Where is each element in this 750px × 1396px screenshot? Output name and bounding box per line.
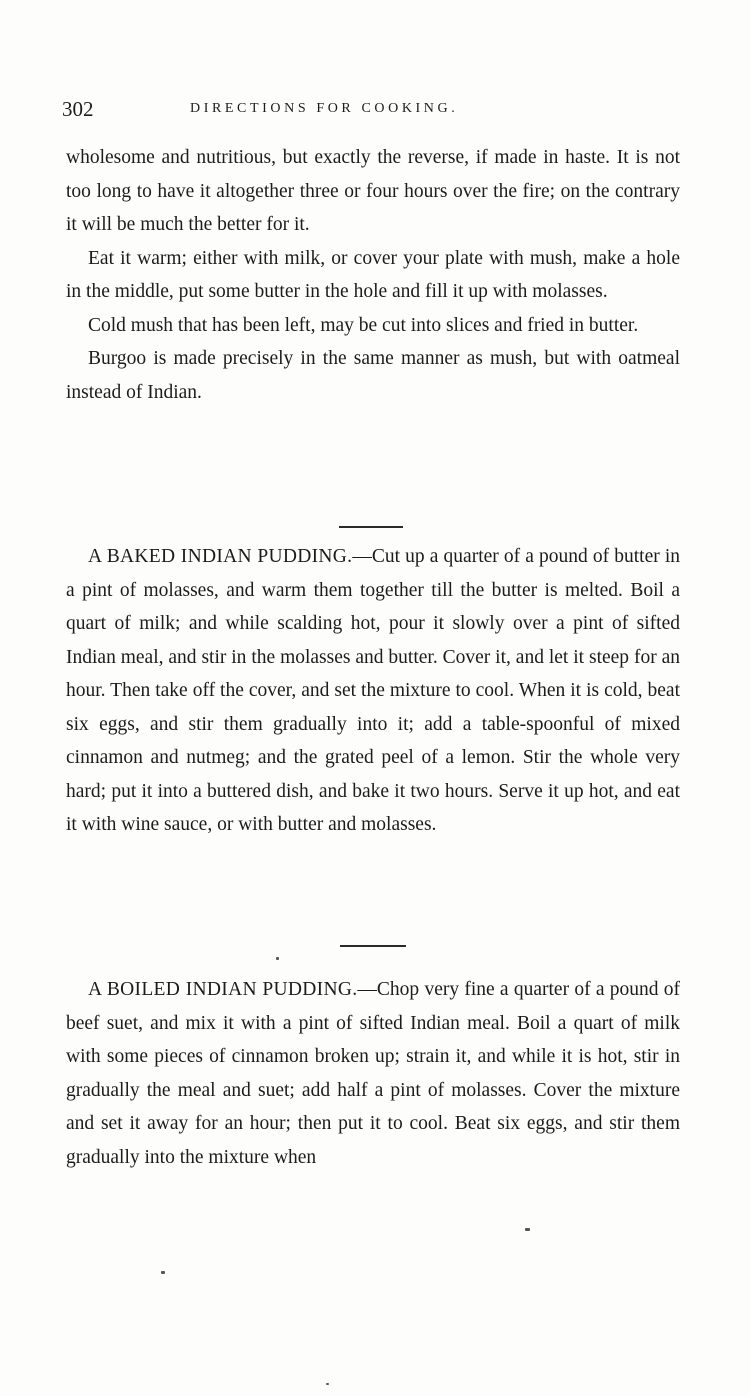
baked-pudding-title: A BAKED INDIAN PUDDING. (88, 546, 353, 567)
section-divider-rule (339, 526, 403, 528)
paper-speck (326, 1383, 329, 1385)
boiled-pudding-recipe (66, 973, 680, 1174)
paper-speck (525, 1228, 530, 1231)
section-divider-rule (340, 945, 406, 947)
baked-pudding-body: —Cut up a quarter of a pound of butter in a pint of molasses, and warm them together till the butter is melted. Boil a quart of milk; and while scalding hot, pour it slowly over a pint of sifted Indian meal, and stir in the molasses and butter. Cover it, and let it steep for an hour. Then take off the cover, and set the mixture to cool. When it is cold, beat six eggs, and stir them gradually into it; add a table-spoonful of mixed cinnamon and nutmeg; and the grated peel of a lemon. Stir the whole very hard; put it into a buttered dish, and bake it two hours. Serve it up hot, and eat it with wine sauce, or with butter and molasses. (66, 546, 681, 835)
running-head: DIRECTIONS FOR COOKING. (190, 101, 459, 116)
paragraph-cold-mush: Cold mush that has been left, may be cut into slices and fried in butter. (88, 314, 639, 336)
page-number: 302 (62, 97, 94, 121)
paragraph-burgoo: Burgoo is made precisely in the same manner as mush, but with oatmeal instead of Indian. (66, 348, 680, 403)
boiled-pudding-paragraph (66, 973, 680, 1174)
paper-speck (161, 1271, 165, 1274)
boiled-pudding-body: —Chop very fine a quarter of a pound of beef suet, and mix it with a pint of sifted Indian meal. Boil a quart of milk with some pieces of cinnamon broken up; strain it, and while it is hot, stir in gradually the meal and suet; add half a pint of molasses. Cover the mixture and set it away for an hour; then put it to cool. Beat six eggs, and stir them gradually into the mixture when (66, 979, 680, 1168)
baked-pudding-paragraph (66, 540, 680, 842)
paper-speck (276, 957, 279, 960)
paragraph-continuation: wholesome and nutritious, but exactly the reverse, if made in haste. It is not too long to have it altogether three or four hours over the fire; on the contrary it will be much the better for it. (66, 147, 680, 235)
boiled-pudding-title: A BOILED INDIAN PUDDING. (88, 979, 358, 1000)
paragraph-eat-warm: Eat it warm; either with milk, or cover your plate with mush, make a hole in the middle, put some butter in the hole and fill it up with molasses. (66, 247, 680, 302)
baked-pudding-recipe (66, 540, 680, 842)
continued-text-section (66, 141, 680, 409)
